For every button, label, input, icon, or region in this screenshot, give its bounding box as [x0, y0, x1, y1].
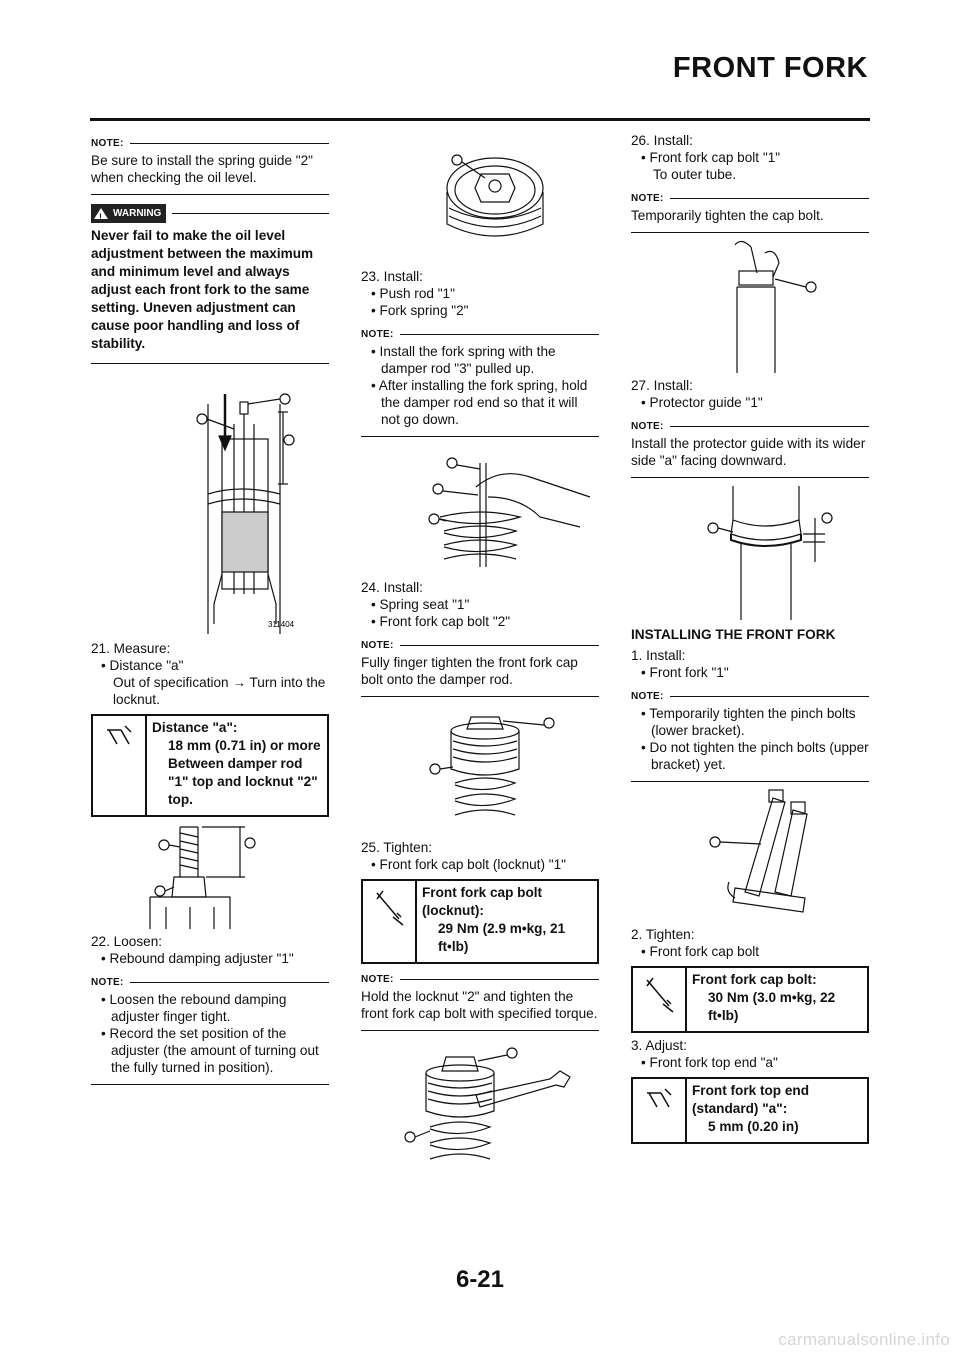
step-2: 2. Tighten:: [631, 927, 695, 942]
note-text: Be sure to install the spring guide "2" when checking the oil level.: [91, 150, 329, 195]
column-2: [361, 128, 599, 1171]
note-text: Fully finger tighten the front fork cap bolt onto the damper rod.: [361, 652, 599, 697]
note-box: [91, 975, 329, 1085]
note-label: NOTE:: [91, 137, 124, 149]
spec-box-distance: [91, 714, 329, 817]
note-bullet: • Temporarily tighten the pinch bolts (lower bracket).: [641, 706, 856, 738]
step-1-item: • Front fork "1": [641, 665, 729, 680]
spec-value: 5 mm (0.20 in): [708, 1119, 799, 1134]
figure-oil-level-measure: [130, 364, 295, 636]
note-bullet: • Loosen the rebound damping adjuster finger tight.: [101, 992, 287, 1024]
spec-title: Distance "a":: [152, 720, 238, 735]
figure-spring-seat-cap: [395, 697, 565, 835]
step-24-item: • Front fork cap bolt "2": [371, 614, 511, 629]
step-25-item: • Front fork cap bolt (locknut) "1": [371, 857, 566, 872]
figure-fork-install: [655, 782, 845, 922]
step-26: 26. Install:: [631, 133, 693, 148]
figure-cap-bolt-tube: [665, 233, 835, 373]
column-1: [91, 128, 329, 1085]
step-23-item: • Fork spring "2": [371, 303, 469, 318]
step-3: 3. Adjust:: [631, 1038, 687, 1053]
note-bullet: • Install the fork spring with the damper rod "3" pulled up.: [371, 344, 556, 376]
warning-label: WARNING: [113, 207, 162, 219]
figure-protector-guide: [655, 478, 845, 620]
note-box: [631, 191, 869, 233]
step-24-item: • Spring seat "1": [371, 597, 470, 612]
step-27-item: • Protector guide "1": [641, 395, 763, 410]
step-26-detail: To outer tube.: [653, 167, 737, 182]
warning-text: Never fail to make the oil level adjustment between the maximum and minimum level and always adjust each front fork to the same setting. Uneven adjustment can cause poor handling and loss of stability.: [91, 221, 329, 364]
note-bullet: • After installing the fork spring, hold the damper rod end so that it will not go down.: [371, 378, 588, 427]
figure-code: 311404: [268, 620, 295, 629]
step-23-item: • Push rod "1": [371, 286, 455, 301]
step-2-item: • Front fork cap bolt: [641, 944, 760, 959]
note-label: NOTE:: [361, 328, 394, 340]
spec-title: Front fork cap bolt:: [692, 972, 817, 987]
step-22-item: • Rebound damping adjuster "1": [101, 951, 294, 966]
note-text: Temporarily tighten the cap bolt.: [631, 205, 869, 233]
note-label: NOTE:: [631, 420, 664, 432]
note-box: [361, 327, 599, 437]
section-title: INSTALLING THE FRONT FORK: [631, 627, 836, 642]
warning-header: [91, 205, 329, 221]
note-label: NOTE:: [361, 973, 394, 985]
step-21-item: • Distance "a": [101, 658, 184, 673]
torque-wrench-icon: [633, 968, 687, 1031]
note-label: NOTE:: [361, 639, 394, 651]
figure-spring-install: [380, 437, 580, 575]
note-box: [631, 689, 869, 782]
step-1: 1. Install:: [631, 648, 686, 663]
step-21-oos: Out of specification → Turn into the locknut.: [113, 675, 326, 707]
spec-value: 18 mm (0.71 in) or more Between damper rod "1" top and locknut "2" top.: [168, 738, 321, 807]
note-label: NOTE:: [91, 976, 124, 988]
step-24: 24. Install:: [361, 580, 423, 595]
measure-icon: [633, 1079, 687, 1142]
page-number: 6-21: [455, 1266, 505, 1293]
spec-title: Front fork cap bolt (locknut):: [422, 885, 543, 918]
step-3-item: • Front fork top end "a": [641, 1055, 778, 1070]
note-box: [91, 136, 329, 195]
note-box: [361, 972, 599, 1031]
measure-icon: [93, 716, 147, 815]
step-21: 21. Measure:: [91, 641, 171, 656]
step-22: 22. Loosen:: [91, 934, 163, 949]
watermark: carmanualsonline.info: [778, 1330, 950, 1349]
figure-cap-bolt-top: [395, 128, 565, 264]
warning-icon: [94, 208, 108, 219]
spec-title: Front fork top end (standard) "a":: [692, 1083, 810, 1116]
warning-badge: [91, 204, 166, 223]
spec-box-cap-bolt: [631, 966, 869, 1033]
step-26-item: • Front fork cap bolt "1": [641, 150, 781, 165]
figure-wrench-locknut: [380, 1031, 580, 1171]
spec-box-top-end: [631, 1077, 869, 1144]
header-rule: [90, 118, 870, 121]
step-25: 25. Tighten:: [361, 840, 433, 855]
torque-wrench-icon: [363, 881, 417, 962]
spec-box-cap-bolt-locknut: [361, 879, 599, 964]
page-title: FRONT FORK: [672, 52, 868, 84]
note-bullet: • Record the set position of the adjuster (the amount of turning out the fully turned in position).: [101, 1026, 319, 1075]
spec-value: 30 Nm (3.0 m•kg, 22 ft•lb): [708, 990, 836, 1023]
spec-value: 29 Nm (2.9 m•kg, 21 ft•lb): [438, 921, 566, 954]
figure-locknut-distance: [130, 817, 290, 929]
note-box: [631, 419, 869, 478]
step-23: 23. Install:: [361, 269, 423, 284]
column-3: [631, 128, 869, 1144]
note-text: Hold the locknut "2" and tighten the front fork cap bolt with specified torque.: [361, 986, 599, 1031]
note-box: [361, 638, 599, 697]
note-label: NOTE:: [631, 690, 664, 702]
step-27: 27. Install:: [631, 378, 693, 393]
note-label: NOTE:: [631, 192, 664, 204]
note-bullet: • Do not tighten the pinch bolts (upper bracket) yet.: [641, 740, 869, 772]
note-text: Install the protector guide with its wider side "a" facing downward.: [631, 433, 869, 478]
